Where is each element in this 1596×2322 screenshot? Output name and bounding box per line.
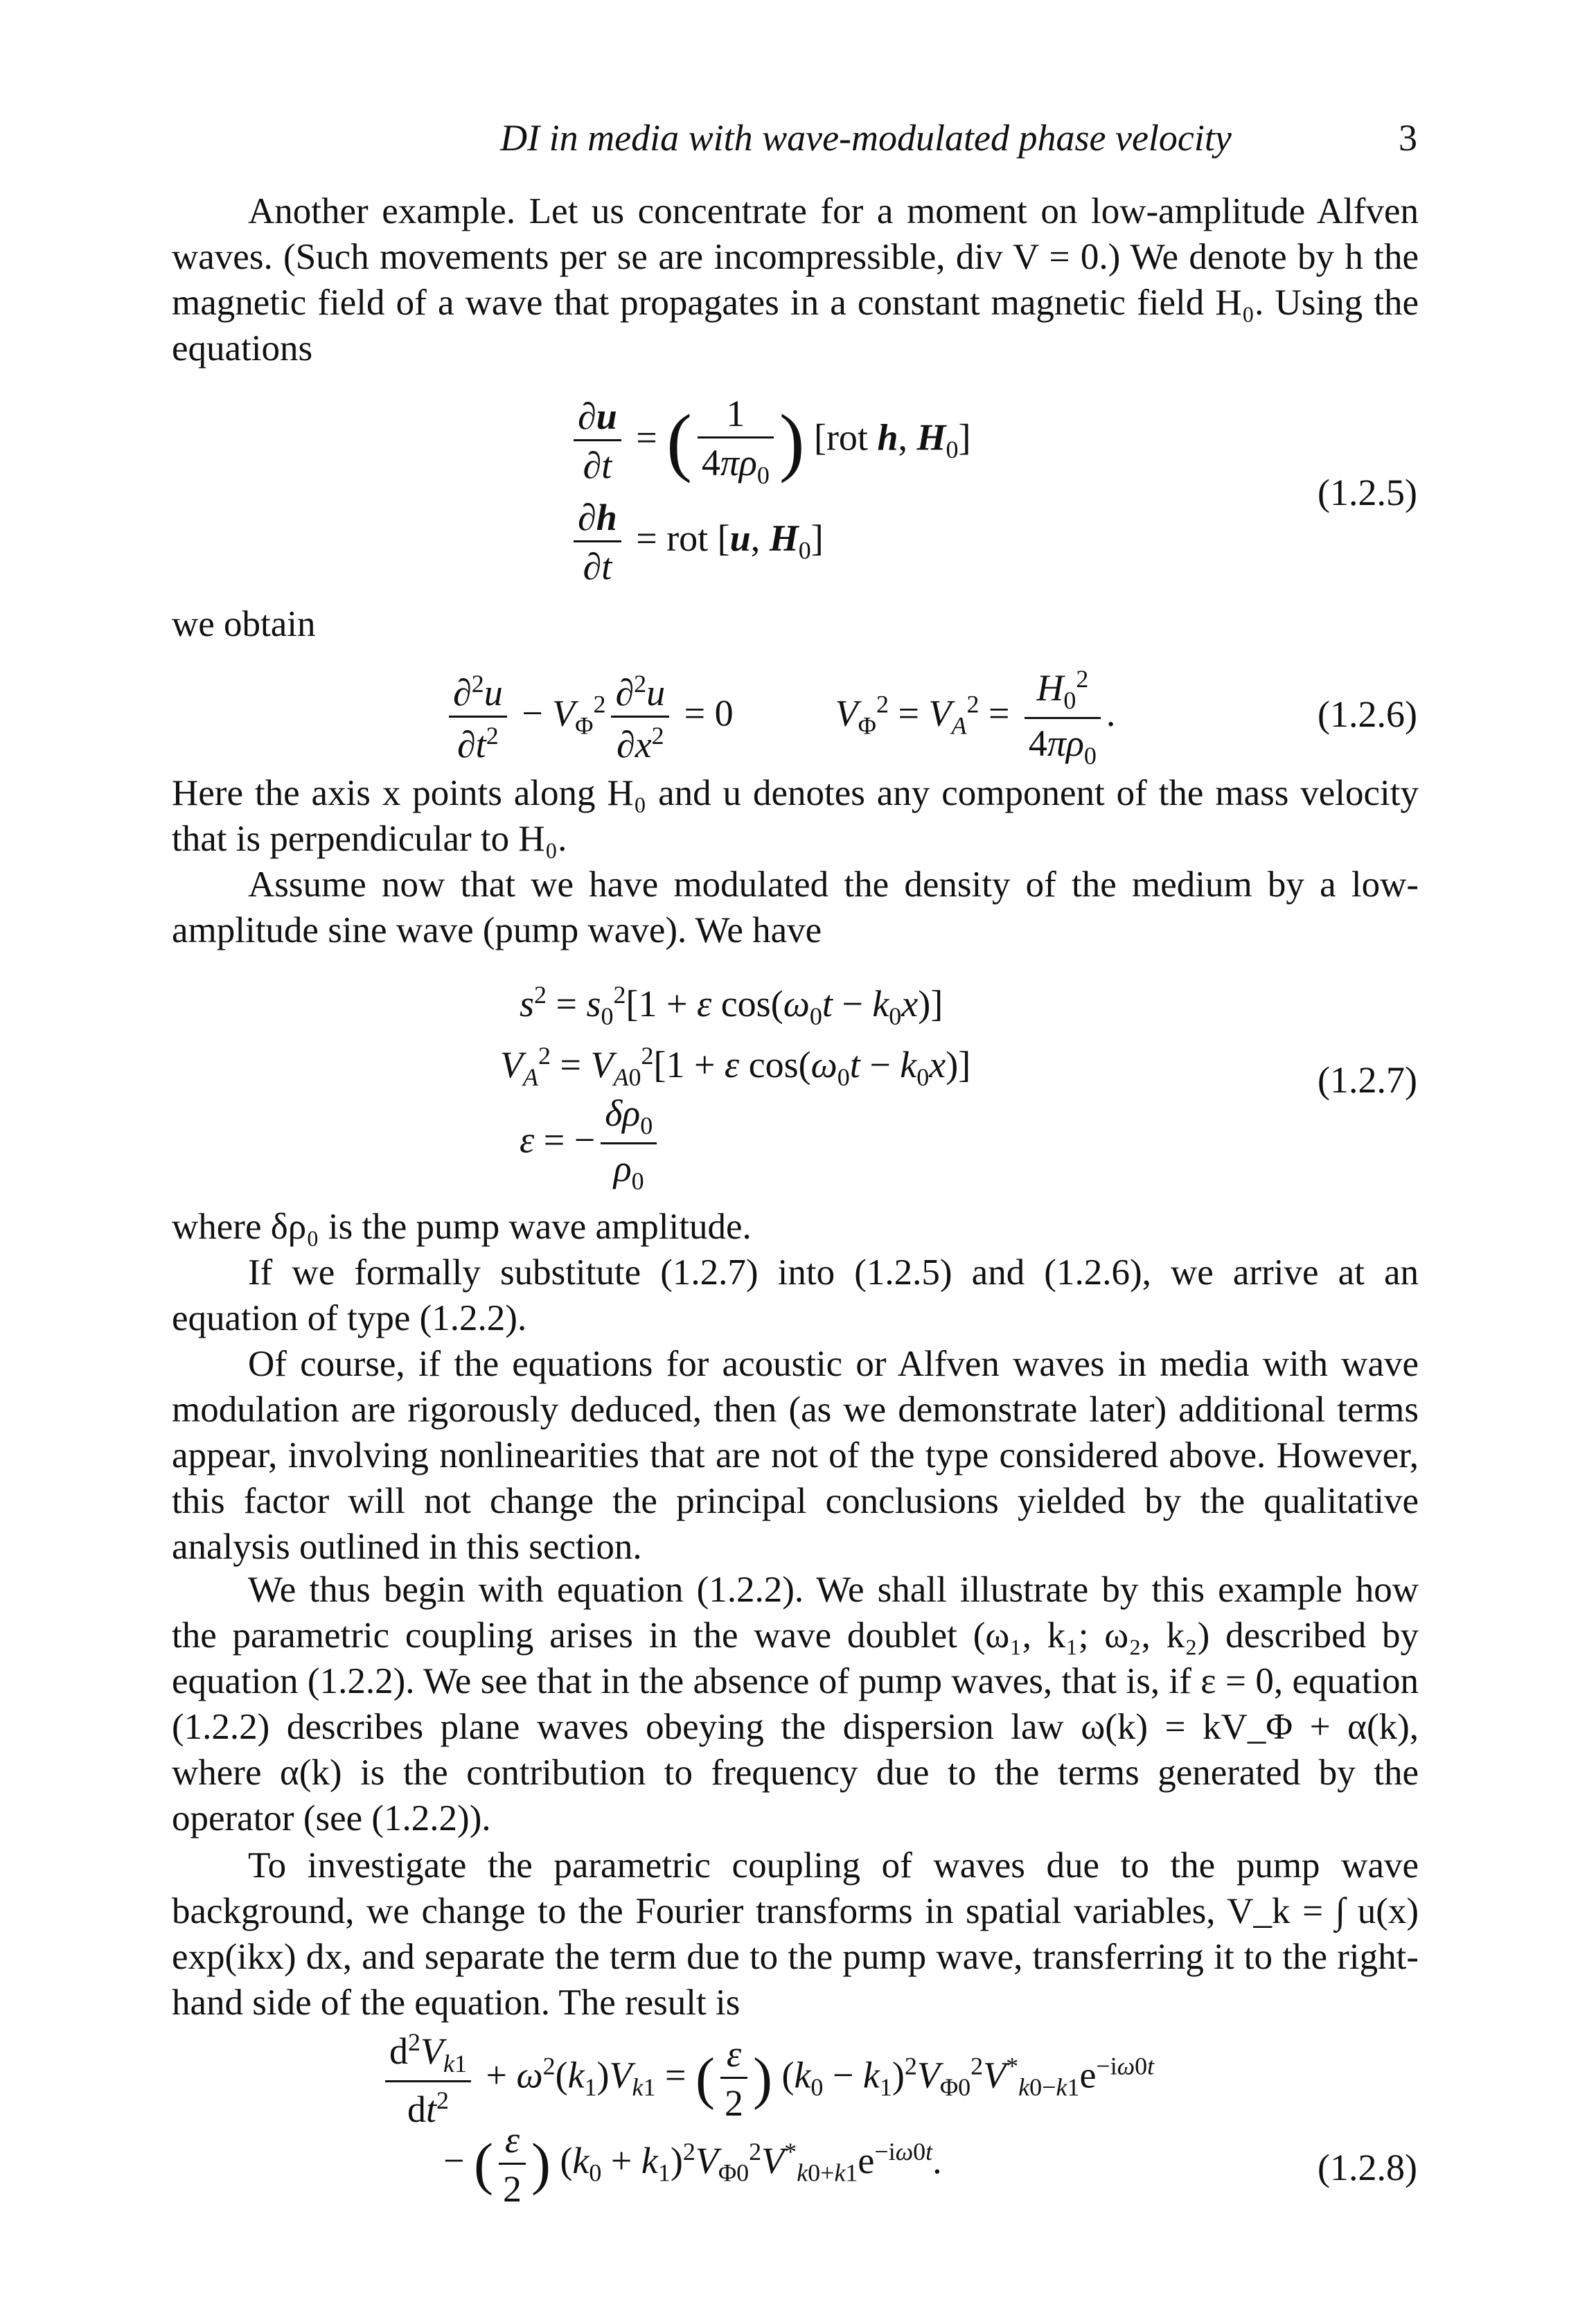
paragraph-1: Another example. Let us concentrate for a moment on low-amplitude Alfven waves. (Such movements per se are incompressible, div V = 0.) We denote by h the magnetic field of a wave that propagates in a constant magnetic field H₀. Using the equations bbox=[172, 191, 1419, 369]
equation-1-2-7-line-1: $s^2 = s_0^2[1 + \varepsilon$ $\cos(\omega_0t - k_0x)$] bbox=[520, 981, 943, 1030]
paragraph-9: To investigate the parametric coupling of waves due to the pump wave background, we change to the Fourier transforms in spatial variables, V_k = ∫ u(x) exp(ikx) dx, and separate the term due to the pump wave, transferring it to the right-hand side of the equation. The result is bbox=[172, 1845, 1419, 2023]
equation-number-1-2-6: (1.2.6) bbox=[1318, 693, 1417, 735]
paragraph-5: where δρ₀ is the pump wave amplitude. bbox=[172, 1207, 752, 1247]
page-number: 3 bbox=[1399, 117, 1417, 159]
equation-1-2-8-line-1: $\frac{d^2V_{k1}}{dt^2}$ + $\omega^2(k_1)V_{k1}$ = ( $\frac{\varepsilon}{2}$ ) $(k_0 - k_1)^2V_{\Phi 0}^2V^*_{k0-k1}e^{-i\omega 0t}$ bbox=[380, 2030, 1154, 2128]
equation-1-2-7-line-2: $V_A^2 = V_{A0}^2[1 + \varepsilon$ $\cos(\omega_0t - k_0x)$] bbox=[500, 1042, 971, 1091]
paragraph-7: Of course, if the equations for acoustic or Alfven waves in media with wave modulation are rigorously deduced, then (as we demonstrate later) additional terms appear, involving nonlinearities that are not of the type considered above. However, this factor will not change the principal conclusions yielded by the qualitative analysis outlined in this section. bbox=[172, 1344, 1419, 1567]
equation-1-2-8-line-2: − ( $\frac{\varepsilon}{2}$ ) $(k_0 + k_1)^2V_{\Phi 0}^2V^*_{k0+k1}e^{-i\omega 0t}$. bbox=[443, 2119, 942, 2210]
equation-number-1-2-7: (1.2.7) bbox=[1318, 1059, 1417, 1101]
paragraph-2: we obtain bbox=[172, 604, 316, 644]
paragraph-6: If we formally substitute (1.2.7) into (1.2.5) and (1.2.6), we arrive at an equation of type (1.2.2). bbox=[172, 1252, 1419, 1338]
running-title: DI in media with wave-modulated phase velocity bbox=[500, 117, 1232, 159]
equation-1-2-7-line-3: ε = − $\frac{\delta\rho_0}{\rho_0}$ bbox=[520, 1094, 662, 1194]
equation-1-2-6-body: $\frac{\partial^2u}{\partial t^2}$ − $V_\Phi^2$ $\frac{\partial^2u}{\partial x^2}$ = 0 $V_\Phi^2 = V_A^2$ = $\frac{H_0^2}{4\pi\rho_0}$ . bbox=[443, 666, 1115, 768]
equation-number-1-2-8: (1.2.8) bbox=[1318, 2147, 1417, 2188]
equation-1-2-5-line-2: $\frac{\partial h}{\partial t}$ = rot [u, $H_0$] bbox=[568, 499, 824, 585]
paragraph-3: Here the axis x points along H₀ and u denotes any component of the mass velocity that is perpendicular to H₀. bbox=[172, 773, 1419, 859]
paragraph-8: We thus begin with equation (1.2.2). We shall illustrate by this example how the parametric coupling arises in the wave doublet (ω₁, k₁; ω₂, k₂) described by equation (1.2.2). We see that in the absence of pump waves, that is, if ε = 0, equation (1.2.2) describes plane waves obeying the dispersion law ω(k) = kV_Φ + α(k), where α(k) is the contribution to frequency due to the terms generated by the operator (see (1.2.2)). bbox=[172, 1570, 1419, 1838]
equation-1-2-5-line-1: $\frac{\partial u}{\partial t}$ = ( $\frac{1}{4\pi\rho_0}$ ) [rot h, $H_0$] bbox=[568, 395, 970, 488]
paragraph-4: Assume now that we have modulated the density of the medium by a low-amplitude sine wave (pump wave). We have bbox=[172, 865, 1419, 950]
equation-number-1-2-5: (1.2.5) bbox=[1318, 472, 1417, 513]
